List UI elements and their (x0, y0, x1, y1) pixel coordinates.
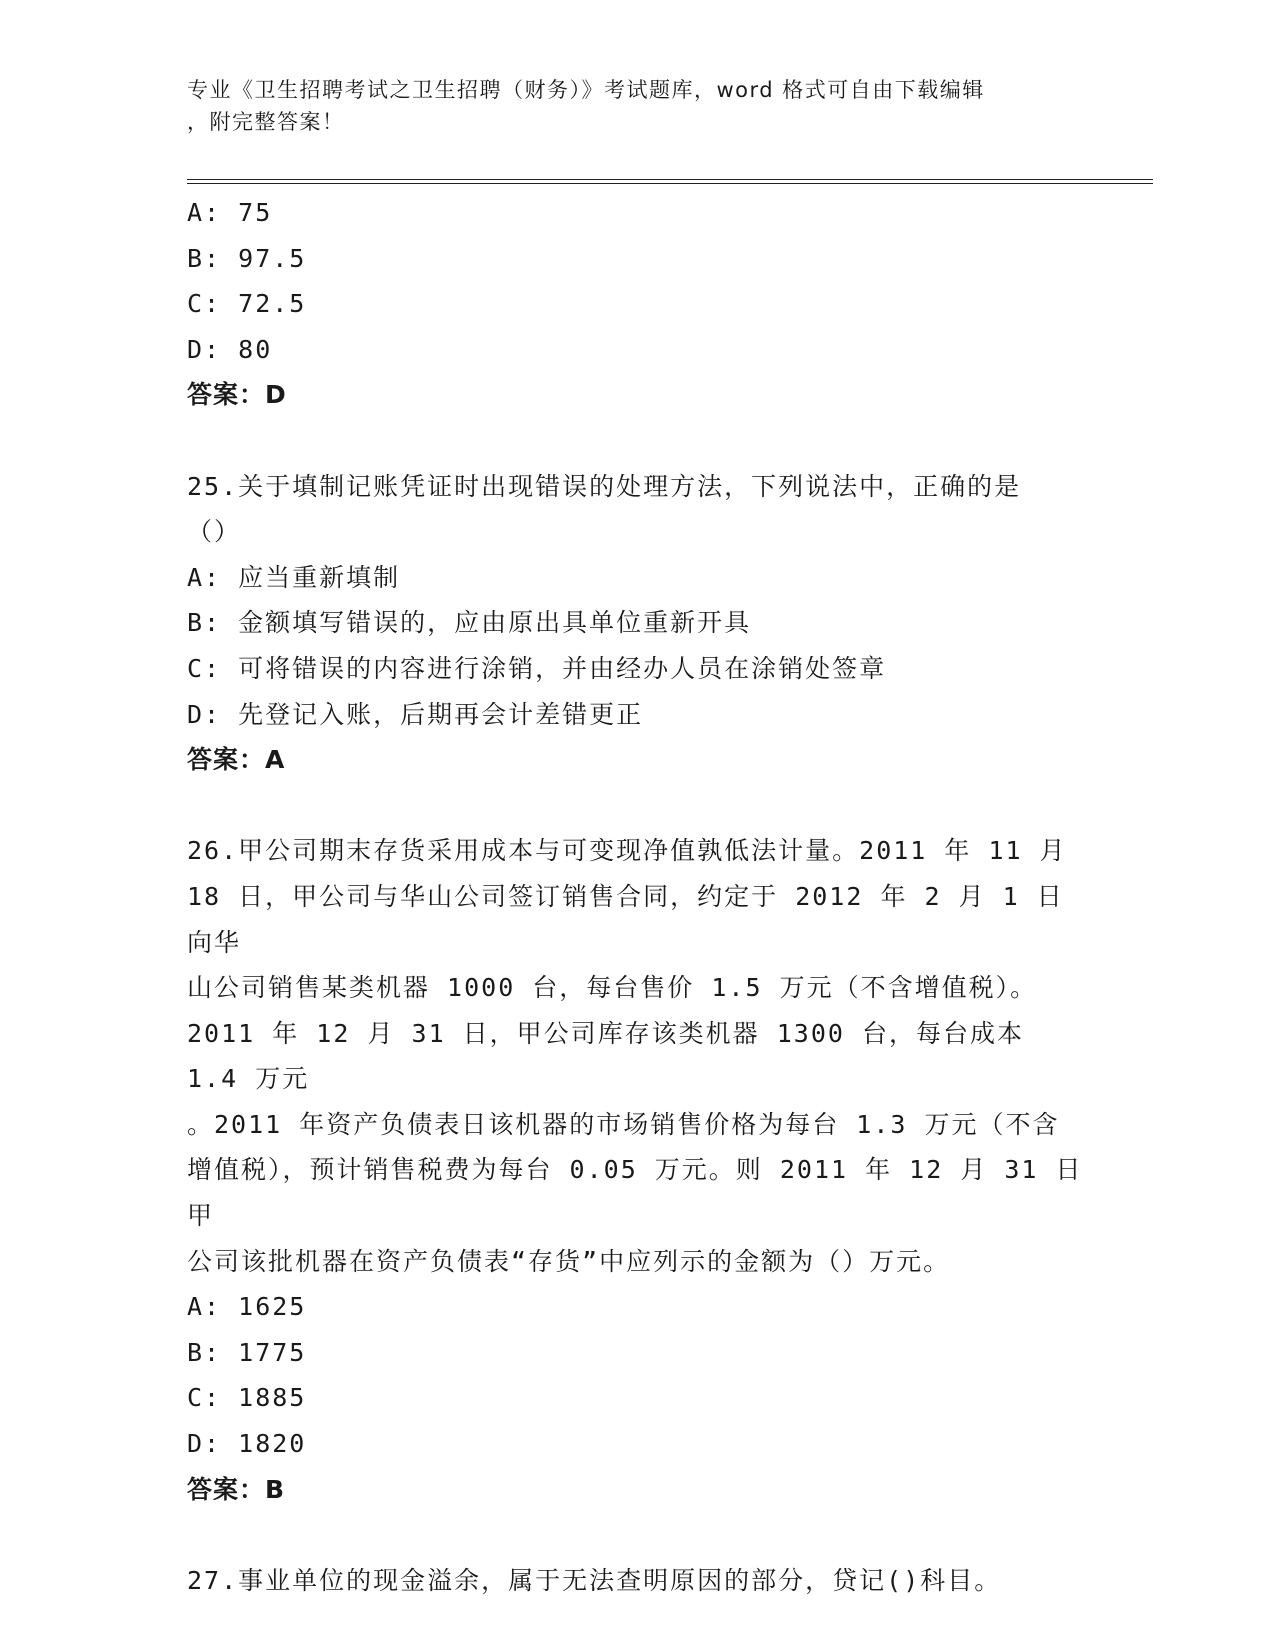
question-25 (187, 464, 1087, 783)
question-stem-line: 2011 年 12 月 31 日，甲公司库存该类机器 1300 台，每台成本 1.4 万元 (187, 1018, 1042, 1094)
question-stem-line: 27.事业单位的现金溢余，属于无法查明原因的部分，贷记()科目。 (187, 1565, 1002, 1595)
question-stem-line: 。2011 年资产负债表日该机器的市场销售价格为每台 1.3 万元（不含 (187, 1109, 1060, 1139)
header-rule-bottom (187, 183, 1153, 184)
document-header (187, 74, 1067, 138)
header-line-1: 专业《卫生招聘考试之卫生招聘（财务）》考试题库，word 格式可自由下载编辑 (187, 78, 985, 102)
question-24 (187, 190, 1087, 418)
header-rule-top (187, 179, 1153, 180)
question-stem-line: 26.甲公司期末存货采用成本与可变现净值孰低法计量。2011 年 11 月 (187, 836, 1067, 866)
question-stem-line: 公司该批机器在资产负债表“存货”中应列示的金额为（）万元。 (187, 1246, 951, 1276)
option-d: D: 先登记入账，后期再会计差错更正 (187, 699, 644, 729)
option-a: A: 1625 (187, 1292, 307, 1322)
option-a: A: 75 (187, 198, 273, 227)
option-a: A: 应当重新填制 (187, 562, 401, 592)
option-d: D: 80 (187, 334, 273, 364)
answer: 答案：B (187, 1474, 286, 1504)
option-c: C: 1885 (187, 1383, 307, 1413)
option-b: B: 1775 (187, 1337, 307, 1367)
question-stem-line: 增值税），预计销售税费为每台 0.05 万元。则 2011 年 12 月 31 日甲 (187, 1155, 1083, 1231)
question-stem-line: （） (187, 517, 242, 547)
option-d: D: 1820 (187, 1429, 307, 1459)
spacer (187, 418, 1087, 464)
question-27 (187, 1558, 1087, 1604)
question-stem-line: 18 日，甲公司与华山公司签订销售合同，约定于 2012 年 2 月 1 日向华 (187, 881, 1064, 957)
answer: 答案：A (187, 745, 286, 775)
question-stem-line: 山公司销售某类机器 1000 台，每台售价 1.5 万元（不含增值税）。 (187, 973, 1038, 1003)
answer: 答案：D (187, 380, 287, 410)
option-b: B: 金额填写错误的，应由原出具单位重新开具 (187, 608, 752, 638)
option-c: C: 可将错误的内容进行涂销，并由经办人员在涂销处签章 (187, 653, 887, 683)
spacer (187, 1512, 1087, 1558)
header-line-2: ，附完整答案！ (187, 110, 345, 134)
question-stem-line: 25.关于填制记账凭证时出现错误的处理方法，下列说法中，正确的是 (187, 471, 1022, 501)
question-26 (187, 828, 1087, 1512)
spacer (187, 783, 1087, 829)
question-list (187, 190, 1087, 1603)
option-c: C: 72.5 (187, 289, 307, 319)
option-b: B: 97.5 (187, 243, 307, 273)
